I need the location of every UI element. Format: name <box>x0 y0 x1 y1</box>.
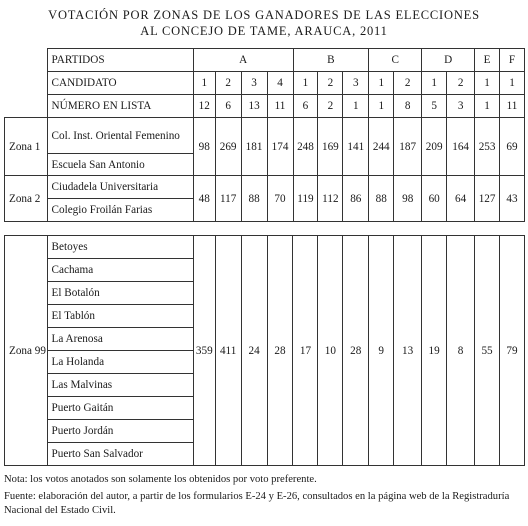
zone-99-place: Puerto San Salvador <box>47 443 193 466</box>
party-c: C <box>369 49 422 72</box>
vote-cell: 181 <box>241 118 267 176</box>
candidate-number: 2 <box>394 72 422 95</box>
zone-99-place: Puerto Gaitán <box>47 397 193 420</box>
vote-cell: 248 <box>293 118 318 176</box>
candidate-number: 1 <box>500 72 525 95</box>
vote-cell: 187 <box>394 118 422 176</box>
party-f: F <box>500 49 525 72</box>
party-b: B <box>293 49 369 72</box>
vote-cell: 70 <box>267 176 293 222</box>
candidate-number: 2 <box>215 72 241 95</box>
list-number-row <box>5 95 525 118</box>
results-table-zones-1-2 <box>4 48 525 222</box>
partidos-header: PARTIDOS <box>47 49 193 72</box>
vote-cell: 13 <box>394 236 422 466</box>
candidate-number: 1 <box>293 72 318 95</box>
zone-2-place: Colegio Froilán Farias <box>47 199 193 222</box>
vote-cell: 141 <box>343 118 369 176</box>
results-table-zone-99 <box>4 235 525 466</box>
list-number: 5 <box>422 95 447 118</box>
vote-cell: 169 <box>318 118 343 176</box>
zone-1-label: Zona 1 <box>5 118 48 176</box>
zone-99-place: Las Malvinas <box>47 374 193 397</box>
vote-cell: 8 <box>447 236 475 466</box>
list-number: 1 <box>343 95 369 118</box>
vote-cell: 244 <box>369 118 394 176</box>
parties-row <box>5 49 525 72</box>
vote-cell: 164 <box>447 118 475 176</box>
zone-99-place: El Tablón <box>47 305 193 328</box>
vote-cell: 19 <box>422 236 447 466</box>
vote-cell: 64 <box>447 176 475 222</box>
list-number: 6 <box>293 95 318 118</box>
zone-1-place: Escuela San Antonio <box>47 154 193 176</box>
list-number: 13 <box>241 95 267 118</box>
zone-2-label: Zona 2 <box>5 176 48 222</box>
party-e: E <box>475 49 500 72</box>
candidate-row <box>5 72 525 95</box>
vote-cell: 253 <box>475 118 500 176</box>
vote-cell: 48 <box>193 176 215 222</box>
zone-1-place: Col. Inst. Oriental Femenino <box>47 118 193 154</box>
vote-cell: 117 <box>215 176 241 222</box>
numero-lista-header: NÚMERO EN LISTA <box>47 95 193 118</box>
vote-cell: 9 <box>369 236 394 466</box>
list-number: 1 <box>475 95 500 118</box>
corner-cell <box>5 49 48 72</box>
zone-99-place: Puerto Jordán <box>47 420 193 443</box>
vote-cell: 119 <box>293 176 318 222</box>
zone-99-label: Zona 99 <box>5 236 48 466</box>
vote-cell: 69 <box>500 118 525 176</box>
table-note: Nota: los votos anotados son solamente los obtenidos por voto preferente. <box>4 474 317 485</box>
vote-cell: 127 <box>475 176 500 222</box>
zone-2-row <box>5 176 525 199</box>
list-number: 6 <box>215 95 241 118</box>
candidate-number: 1 <box>475 72 500 95</box>
party-d: D <box>422 49 475 72</box>
vote-cell: 17 <box>293 236 318 466</box>
list-number: 3 <box>447 95 475 118</box>
table-title-line-2: AL CONCEJO DE TAME, ARAUCA, 2011 <box>140 24 388 38</box>
vote-cell: 24 <box>241 236 267 466</box>
zone-99-place: Cachama <box>47 259 193 282</box>
zone-2-place: Ciudadela Universitaria <box>47 176 193 199</box>
list-number: 8 <box>394 95 422 118</box>
zone-99-place: El Botalón <box>47 282 193 305</box>
vote-cell: 88 <box>241 176 267 222</box>
vote-cell: 411 <box>215 236 241 466</box>
candidate-number: 3 <box>343 72 369 95</box>
candidato-header: CANDIDATO <box>47 72 193 95</box>
vote-cell: 79 <box>499 236 524 466</box>
list-number: 1 <box>369 95 394 118</box>
vote-cell: 359 <box>193 236 215 466</box>
vote-cell: 174 <box>267 118 293 176</box>
vote-cell: 269 <box>215 118 241 176</box>
vote-cell: 86 <box>343 176 369 222</box>
list-number: 11 <box>500 95 525 118</box>
vote-cell: 55 <box>475 236 500 466</box>
vote-cell: 28 <box>343 236 369 466</box>
zone-99-place: La Arenosa <box>47 328 193 351</box>
vote-cell: 43 <box>500 176 525 222</box>
table-source: Fuente: elaboración del autor, a partir de los formularios E-24 y E-26, consultados en la página web de la Registraduría Nacional del Estado Civil. <box>4 491 510 516</box>
zone-99-place: La Holanda <box>47 351 193 374</box>
candidate-number: 1 <box>193 72 215 95</box>
table-title-line-1: VOTACIÓN POR ZONAS DE LOS GANADORES DE LAS ELECCIONES <box>48 8 480 22</box>
candidate-number: 2 <box>318 72 343 95</box>
list-number: 2 <box>318 95 343 118</box>
zone-99-place: Betoyes <box>47 236 193 259</box>
party-a: A <box>193 49 293 72</box>
list-number: 12 <box>193 95 215 118</box>
vote-cell: 28 <box>267 236 293 466</box>
zone-99-row <box>5 236 525 259</box>
list-number: 11 <box>267 95 293 118</box>
vote-cell: 98 <box>193 118 215 176</box>
candidate-number: 1 <box>369 72 394 95</box>
vote-cell: 98 <box>394 176 422 222</box>
vote-cell: 88 <box>369 176 394 222</box>
zone-1-row <box>5 118 525 154</box>
candidate-number: 2 <box>447 72 475 95</box>
vote-cell: 60 <box>422 176 447 222</box>
candidate-number: 3 <box>241 72 267 95</box>
candidate-number: 1 <box>422 72 447 95</box>
vote-cell: 10 <box>318 236 343 466</box>
candidate-number: 4 <box>267 72 293 95</box>
vote-cell: 112 <box>318 176 343 222</box>
vote-cell: 209 <box>422 118 447 176</box>
